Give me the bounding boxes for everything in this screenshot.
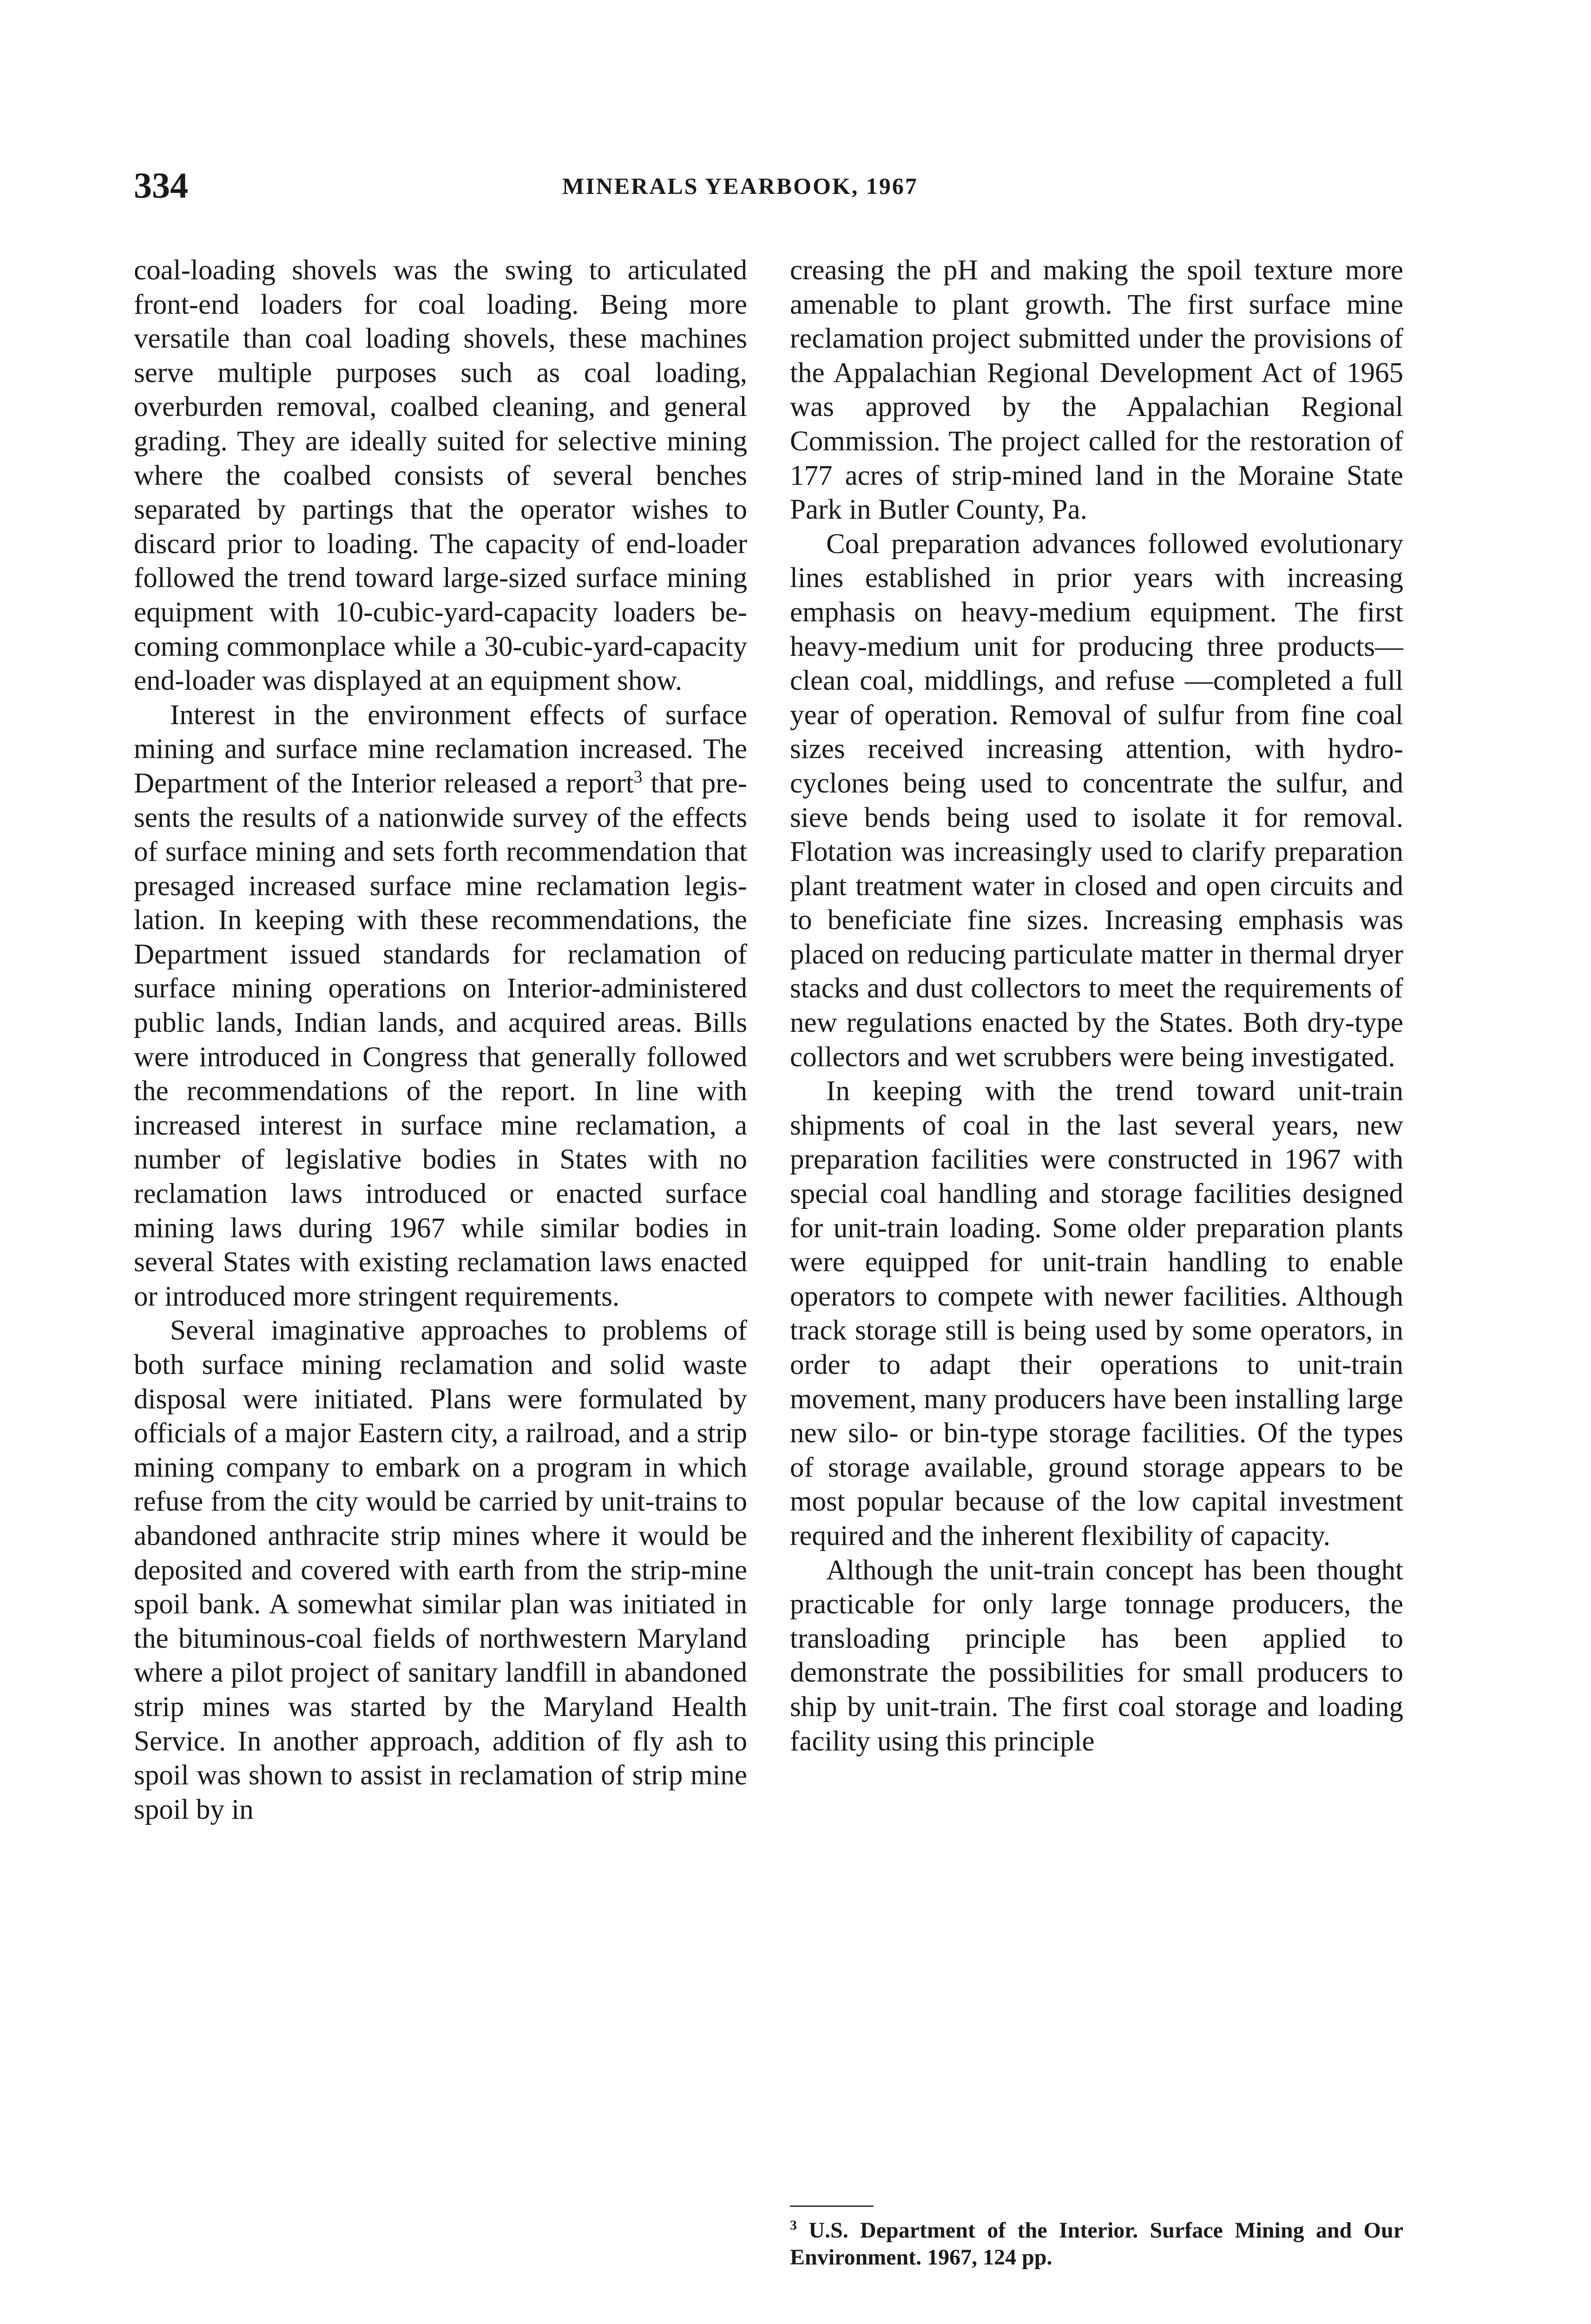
running-head: MINERALS YEARBOOK, 1967 xyxy=(562,173,918,199)
footnote-text: U.S. Department of the Interior. Surface Mining and Our Environment. 1967, 124 pp. xyxy=(790,2218,1403,2270)
paragraph-text: Interest in the environment effects of surface mining and surface mine reclamation increased. The Department of the Interior released a report xyxy=(134,699,747,799)
paragraph-continued-ph: creasing the pH and making the spoil texture more amenable to plant growth. The first surface mine reclamation project submitted under the provisions of the Appalachian Regional Development Act of 1965 was approved by the Appalachian Regional Commission. The project called for the restoration of 177 acres of strip-mined land in the Moraine State Park in Butler County, Pa. xyxy=(790,255,1403,526)
right-column xyxy=(790,253,1403,1758)
footnote-marker: 3 xyxy=(790,2218,797,2233)
paragraph-coal-loading: coal-loading shovels was the swing to articulated front-end loaders for coal loading. Being more versatile than coal loading shovels, these machines serve multiple purposes such as coal loading, overburden removal, coalbed cleaning, and general grading. They are ideally suited for selective mining where the coalbed consists of several benches separated by partings that the operator wishes to discard prior to loading. The capacity of end-loader followed the trend toward large-sized surface mining equipment with 10-cubic-yard-capacity loaders becoming commonplace while a 30-cubic-yard-capacity end-loader was displayed at an equipment show. xyxy=(134,255,747,697)
paragraph-text: that presents the results of a nationwide survey of the effects of surface mining and sets forth recommendation that presaged increased surface mine reclamation legislation. In keeping with these recommendations, the Department issued standards for reclamation of surface mining operations on Interior-administered public lands, Indian lands, and acquired areas. Bills were introduced in Congress that generally followed the recommendations of the report. In line with increased interest in surface mine reclamation, a number of legislative bodies in States with no reclamation laws introduced or enacted surface mining laws during 1967 while similar bodies in several States with existing reclamation laws enacted or introduced more stringent requirements. xyxy=(134,767,748,1312)
paragraph-environment xyxy=(134,698,747,1314)
paragraph-imaginative-approaches: Several imaginative approaches to problems of both surface mining reclamation and solid waste disposal were initiated. Plans were formulated by officials of a major Eastern city, a railroad, and a strip mining company to embark on a program in which refuse from the city would be carried by unit-trains to abandoned anthracite strip mines where it would be deposited and covered with earth from the strip-mine spoil bank. A somewhat similar plan was initiated in the bituminous-coal fields of northwestern Maryland where a pilot project of sanitary landfill in abandoned strip mines was started by the Maryland Health Service. In another approach, addition of fly ash to spoil was shown to assist in reclamation of strip mine spoil by in xyxy=(134,1315,747,1825)
footnote-divider xyxy=(790,2205,874,2207)
paragraph-transloading: Although the unit-train concept has been thought practicable for only large tonnage producers, the transloading principle has been applied to demonstrate the possibilities for small producers to ship by unit-train. The first coal storage and loading facility using this principle xyxy=(790,1554,1403,1757)
paragraph-coal-preparation: Coal preparation advances followed evolutionary lines established in prior years with increasing emphasis on heavy-medium equipment. The first heavy-medium unit for producing three products—clean coal, middlings, and refuse —completed a full year of operation. Removal of sulfur from fine coal sizes received increasing attention, with hydrocyclones being used to concentrate the sulfur, and sieve bends being used to isolate it for removal. Flotation was increasingly used to clarify preparation plant treatment water in closed and open circuits and to beneficiate fine sizes. Increasing emphasis was placed on reducing particulate matter in thermal dryer stacks and dust collectors to meet the requirements of new regulations enacted by the States. Both dry-type collectors and wet scrubbers were being investigated. xyxy=(790,528,1403,1073)
left-column xyxy=(134,253,747,1827)
footnote xyxy=(790,2217,1403,2271)
page-number: 334 xyxy=(134,165,188,205)
footnote-reference: 3 xyxy=(633,767,643,787)
paragraph-unit-train: In keeping with the trend toward unit-train shipments of coal in the last several years, new preparation facilities were constructed in 1967 with special coal handling and storage facilities designed for unit-train loading. Some older preparation plants were equipped for unit-train handling to enable operators to compete with newer facilities. Although track storage still is being used by some operators, in order to adapt their operations to unit-train movement, many producers have been installing large new silo- or bin-type storage facilities. Of the types of storage available, ground storage appears to be most popular because of the low capital investment required and the inherent flexibility of capacity. xyxy=(790,1076,1403,1552)
